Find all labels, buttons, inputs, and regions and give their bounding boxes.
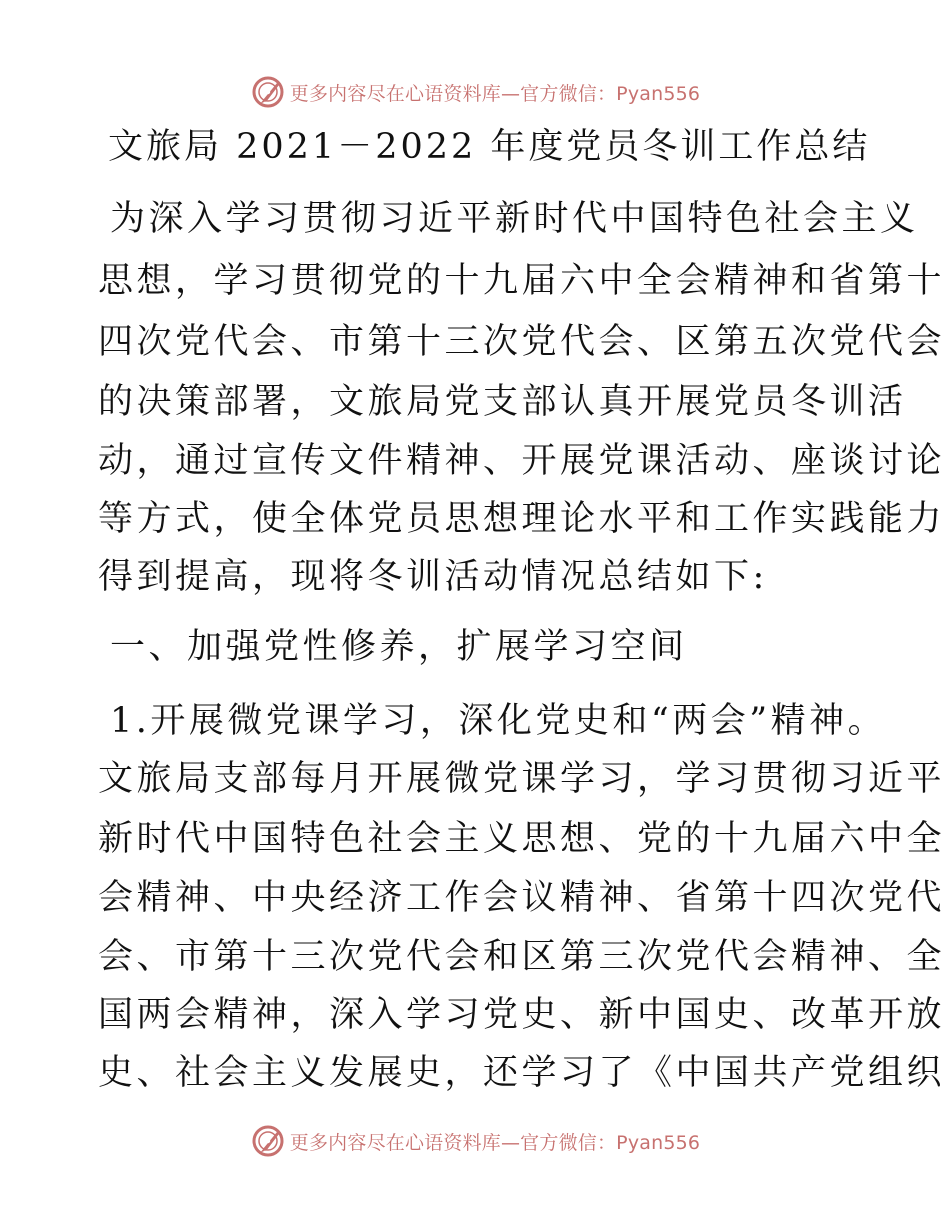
- subsection-heading: 1.开展微党课学习，深化党史和“两会”精神。: [110, 701, 887, 741]
- section-heading: 一、加强党性修养，扩展学习空间: [110, 627, 688, 667]
- body-line: 会精神、中央经济工作会议精神、省第十四次党代: [98, 878, 946, 918]
- body-line: 的决策部署，文旅局党支部认真开展党员冬训活: [98, 382, 907, 422]
- pen-nib-circle-icon: [250, 74, 286, 110]
- body-line: 动，通过宣传文件精神、开展党课活动、座谈讨论: [98, 441, 946, 481]
- watermark-text: 更多内容尽在心语资料库—官方微信：Pyan556: [289, 1131, 701, 1154]
- watermark-header: [0, 72, 950, 112]
- body-line: 思想，学习贯彻党的十九届六中全会精神和省第十: [98, 261, 946, 301]
- body-line: 文旅局支部每月开展微党课学习，学习贯彻习近平: [98, 759, 946, 799]
- document-title: 文旅局 2021－2022 年度党员冬训工作总结: [108, 127, 871, 167]
- body-line: 得到提高，现将冬训活动情况总结如下:: [98, 557, 768, 597]
- body-line: 新时代中国特色社会主义思想、党的十九届六中全: [98, 819, 946, 859]
- watermark-text: 更多内容尽在心语资料库—官方微信：Pyan556: [289, 82, 701, 105]
- body-line: 会、市第十三次党代会和区第三次党代会精神、全: [98, 937, 946, 977]
- watermark-footer: [0, 1121, 950, 1161]
- body-line: 为深入学习贯彻习近平新时代中国特色社会主义: [110, 199, 919, 239]
- body-line: 国两会精神，深入学习党史、新中国史、改革开放: [98, 995, 946, 1035]
- body-line: 四次党代会、市第十三次党代会、区第五次党代会: [98, 322, 946, 362]
- pen-nib-circle-icon: [250, 1123, 286, 1159]
- body-line: 史、社会主义发展史，还学习了《中国共产党组织: [98, 1053, 946, 1093]
- body-line: 等方式，使全体党员思想理论水平和工作实践能力: [98, 499, 946, 539]
